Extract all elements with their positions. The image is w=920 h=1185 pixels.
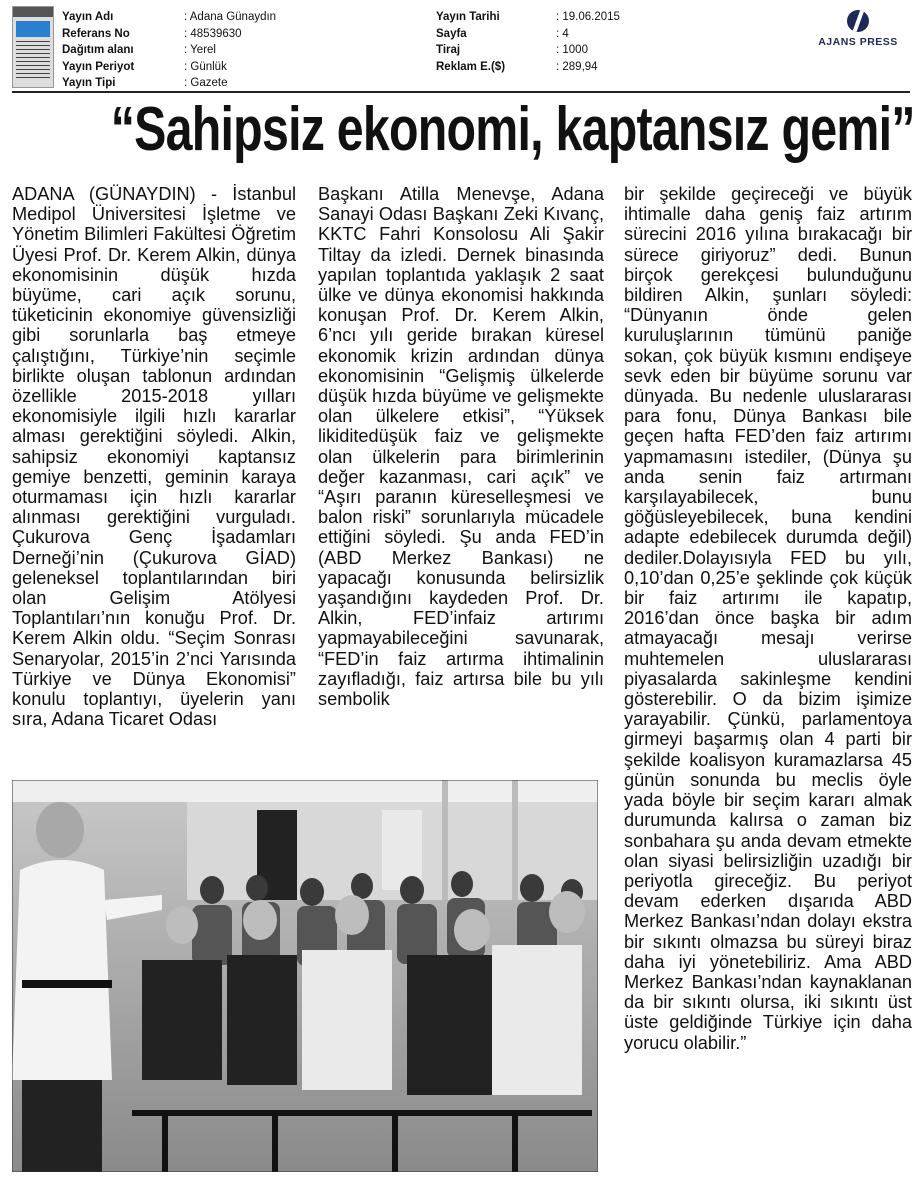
meta-row: Referans No : 48539630 — [62, 27, 242, 40]
meta-row: Reklam E.($) : 289,94 — [436, 60, 598, 73]
meta-row: Yayın Periyot : Günlük — [62, 60, 227, 73]
meta-row: Yayın Tipi : Gazete — [62, 77, 228, 90]
publication-meta-right — [436, 9, 620, 75]
meta-row: Tiraj : 1000 — [436, 44, 588, 57]
newspaper-thumbnail — [12, 6, 54, 88]
ajans-press-logo-icon — [847, 10, 869, 32]
logo-text: AJANS PRESS — [818, 36, 898, 48]
meta-row: Sayfa : 4 — [436, 27, 569, 40]
ajans-press-logo — [808, 10, 908, 48]
meta-row: Yayın Tarihi : 19.06.2015 — [436, 11, 620, 23]
article-column-3: bir şekilde geçireceği ve büyük ihtimalle daha geniş faiz artırım sürecini 2016 yılına bırakacağı bir sürece giriyoruz” dedi. Bunun birçok gerekçesi bulunduğunu bildiren Alkin, şunları söyledi: “Dünyanın önde gelen kuruluşlarının tümünü paniğe sokan, çok büyük kısmını endişeye sevk eden bir büyüme sorunu var dünyada. Bu nedenle uluslararası para fonu, Dünya Bankası bile geçen hafta FED’den faiz artırımı yapmamasını istediler, (Dünya şu anda senin faiz artırmanı karşılayabilecek, bunu göğüsleyebilecek, buna kendini adapte edebilecek durumda değil) dediler.Dolayısıyla FED bu yılı, 0,10’dan 0,25’e şeklinde çok küçük bir faiz artırımı ile kapatıp, 2016’dan önce başka bir adım atmayacağı mesajı verirse muhtemelen uluslararası piyasalarda sakinleşme kendini gösterebilir. O da bizim işimize yarayabilir. Çünkü, parlamentoya girmeyi başarmış olan 4 parti bir şekilde koalisyon kuramazlarsa 45 günün sonunda bu meclis öyle yada böyle bir seçim kararı almak durumunda kalırsa o zaman biz sonbahara şu anda devam etmekte olan siyasi belirsizliğin uzadığı bir periyotla gireceğiz. Bu periyot devam ederken dışarıda ABD Merkez Bankası’ndan dolayı ekstra bir sıkıntı olmazsa bu süreyi biraz daha iyi yönetebiliriz. Ama ABD Merkez Bankası’ndan kaynaklanan da bir sıkıntı olursa, iki sıkıntı üst üste geldiğinde Türkiye için daha yorucu olabilir.” — [624, 184, 912, 1053]
meta-row: Yayın Adı : Adana Günaydın — [62, 11, 277, 23]
meta-row: Dağıtım alanı : Yerel — [62, 44, 216, 57]
article-column-1: ADANA (GÜNAYDIN) - İstanbul Medipol Üniversitesi İşletme ve Yönetim Bilimleri Fakültesi Öğretim Üyesi Prof. Dr. Kerem Alkin, dünya ekonomisinin düşük hızda büyüme, cari açık sorunu, tüketicinin ekonomiye güvensizliği gibi sorunlarla baş etmeye çalıştığını, Türkiye’nin seçimle birlikte oluşan tablonun ardından özellikle 2015-2018 yılları ekonomisiyle ilgili hızlı kararlar alması gerektiğini söyledi. Alkin, sahipsiz ekonomiyi kaptansız gemiye benzetti, geminin karaya oturmaması için hızlı kararlar alınması gerektiğini vurguladı. Çukurova Genç İşadamları Derneği’nin (Çukurova GİAD) geleneksel toplantılarından biri olan Gelişim Atölyesi Toplantıları’nın konuğu Prof. Dr. Kerem Alkin oldu. “Seçim Sonrası Senaryolar, 2015’in 2’nci Yarısında Türkiye ve Dünya Ekonomisi” konulu toplantıyı, üyelerin yanı sıra, Adana Ticaret Odası — [12, 184, 296, 730]
publication-meta-left — [62, 9, 276, 92]
headline: “Sahipsiz ekonomi, kaptansız gemi” — [110, 95, 915, 164]
meeting-audience-photo — [12, 780, 598, 1172]
article-column-2: Başkanı Atilla Menevşe, Adana Sanayi Odası Başkanı Zeki Kıvanç, KKTC Fahri Konsolosu Ali Şakir Tiltay da izledi. Dernek binasında yapılan toplantıda yaklaşık 2 saat ülke ve dünya ekonomisi hakkında konuşan Prof. Dr. Kerem Alkin, 6’ncı yılı geride bırakan küresel ekonomik krizin ardından dünya ekonomisinin “Gelişmiş ülkelerde düşük hızda büyüme ve gelişmekte olan ülkelere etkisi”, “Yüksek likiditedüşük faiz ve gelişmekte olan ülkelerin para birimlerinin değer kazanması, cari açık” ve “Aşırı paranın küreselleşmesi ve balon riski” sorunlarıyla mücadele ettiğini söyledi. Şu anda FED’in (ABD Merkez Bankası) ne yapacağı konusunda belirsizlik yaşandığını kaydeden Prof. Dr. Alkin, FED’infaiz artırımı yapmayabileceğini savunarak, “FED’in faiz artırma ihtimalinin zayıfladığı, faiz artırsa bile bu yılı sembolik — [318, 184, 604, 710]
